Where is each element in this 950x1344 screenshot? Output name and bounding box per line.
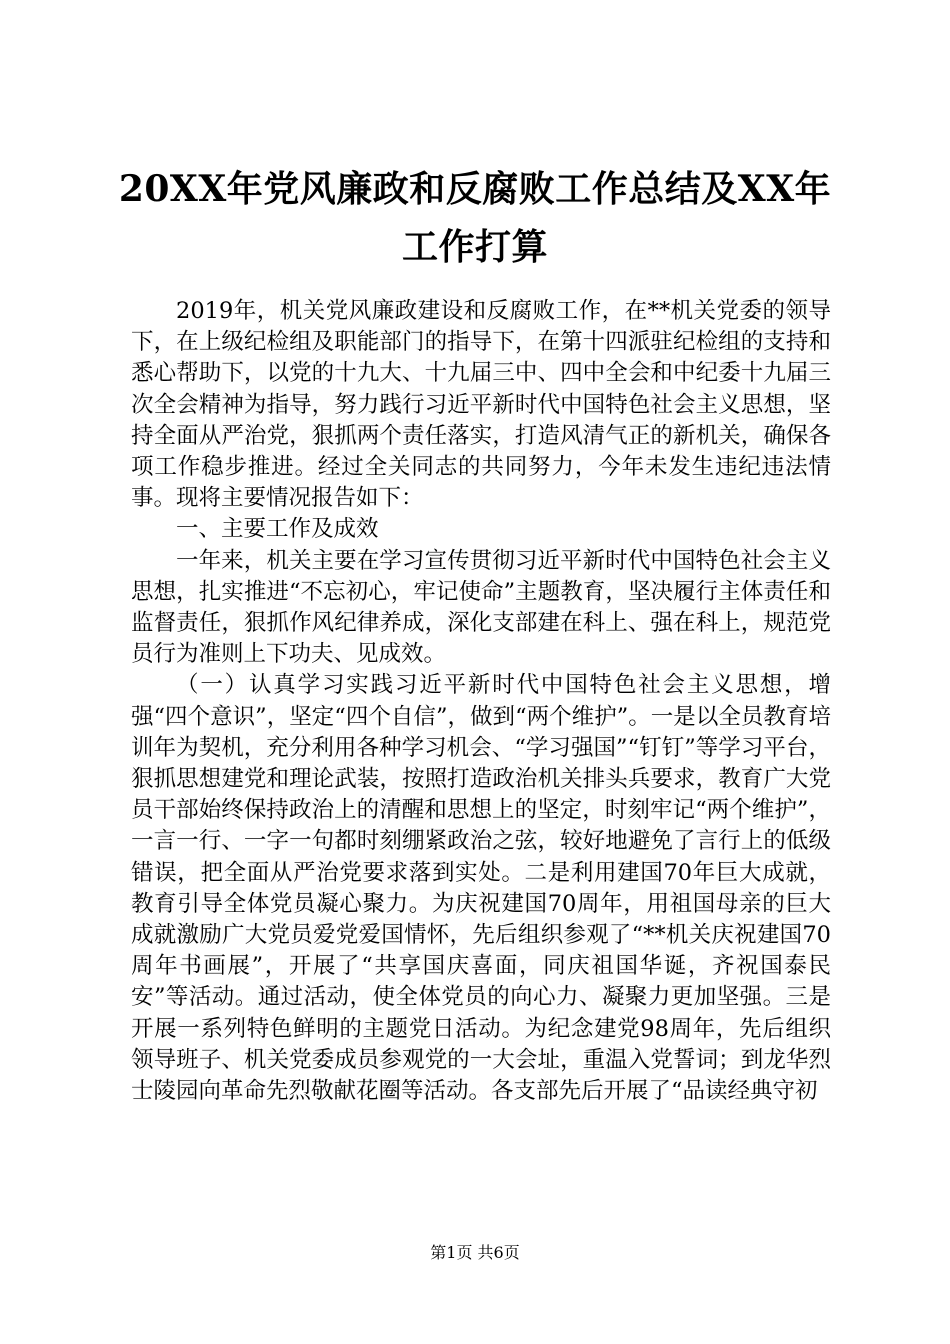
paragraph-intro: 2019年，机关党风廉政建设和反腐败工作，在**机关党委的领导下，在上级纪检组及职能部门的指导下，在第十四派驻纪检组的支持和悉心帮助下，以党的十九大、十九届三中、四中全会和中纪委十九届三次全会精神为指导，努力践行习近平新时代中国特色社会主义思想，坚持全面从严治党，狠抓两个责任落实，打造风清气正的新机关，确保各项工作稳步推进。经过全关同志的共同努力，今年未发生违纪违法情事。现将主要情况报告如下：	[131, 298, 831, 512]
page-footer: 第1页 共6页	[430, 1243, 520, 1262]
document-body	[131, 296, 831, 1107]
section-heading: 一、主要工作及成效	[176, 516, 379, 543]
paragraph-item-one: （一）认真学习实践习近平新时代中国特色社会主义思想，增强“四个意识”，坚定“四个自信”，做到“两个维护”。一是以全员教育培训年为契机，充分利用各种学习机会、“学习强国”“钉钉”等学习平台，狠抓思想建党和理论武装，按照打造政治机关排头兵要求，教育广大党员干部始终保持政治上的清醒和思想上的坚定，时刻牢记“两个维护”，一言一行、一字一句都时刻绷紧政治之弦，较好地避免了言行上的低级错误，把全面从严治党要求落到实处。二是利用建国70年巨大成就，教育引导全体党员凝心聚力。为庆祝建国70周年，用祖国母亲的巨大成就激励广大党员爱党爱国情怀，先后组织参观了“**机关庆祝建国70周年书画展”，开展了“共享国庆喜面，同庆祖国华诞，齐祝国泰民安”等活动。通过活动，使全体党员的向心力、凝聚力更加坚强。三是开展一系列特色鲜明的主题党日活动。为纪念建党98周年，先后组织领导班子、机关党委成员参观党的一大会址，重温入党誓词；到龙华烈士陵园向革命先烈敬献花圈等活动。各支部先后开展了“品读经典守初	[131, 672, 831, 1105]
paragraph-overview: 一年来，机关主要在学习宣传贯彻习近平新时代中国特色社会主义思想，扎实推进“不忘初心，牢记使命”主题教育，坚决履行主体责任和监督责任，狠抓作风纪律养成，深化支部建在科上、强在科上，规范党员行为准则上下功夫、见成效。	[131, 547, 831, 668]
document-title: 20XX年党风廉政和反腐败工作总结及XX年工作打算	[118, 168, 832, 268]
